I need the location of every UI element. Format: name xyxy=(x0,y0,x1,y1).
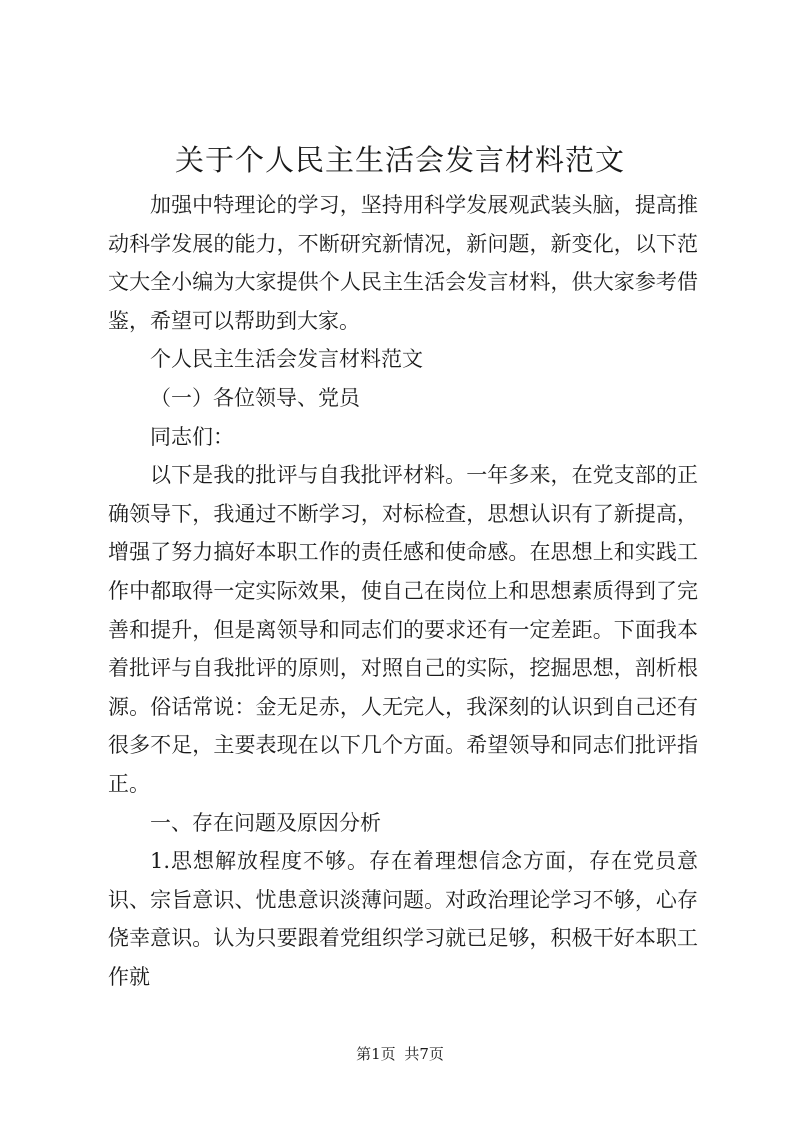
paragraph-subtitle: 个人民主生活会发言材料范文 xyxy=(150,347,423,372)
paragraph-intro: 加强中特理论的学习，坚持用科学发展观武装头脑，提高推动科学发展的能力，不断研究新情况，新问题，新变化，以下范文大全小编为大家提供个人民主生活会发言材料，供大家参考借鉴，希望可以帮助到大家。 xyxy=(108,193,698,333)
page-number: 第1页 xyxy=(356,1045,396,1063)
paragraph-main: 以下是我的批评与自我批评材料。一年多来，在党支部的正确领导下，我通过不断学习，对标检查，思想认识有了新提高，增强了努力搞好本职工作的责任感和使命感。在思想上和实践工作中都取得一定实际效果，使自己在岗位上和思想素质得到了完善和提升，但是离领导和同志们的要求还有一定差距。下面我本着批评与自我批评的原则，对照自己的实际，挖掘思想，剖析根源。俗话常说：金无足赤，人无完人，我深刻的认识到自己还有很多不足，主要表现在以下几个方面。希望领导和同志们批评指正。 xyxy=(108,463,698,796)
paragraph-salutation-2: 同志们： xyxy=(150,424,234,449)
paragraph-point-1: 1.思想解放程度不够。存在着理想信念方面，存在党员意识、宗旨意识、忧患意识淡薄问题。对政治理论学习不够，心存侥幸意识。认为只要跟着党组织学习就已足够，积极干好本职工作就 xyxy=(108,849,698,989)
page-footer xyxy=(0,1044,800,1064)
section-heading: 一、存在问题及原因分析 xyxy=(150,810,381,835)
page-total: 共7页 xyxy=(404,1045,444,1063)
document-body xyxy=(108,186,698,996)
paragraph-salutation-1: （一）各位领导、党员 xyxy=(150,385,360,410)
document-title: 关于个人民主生活会发言材料范文 xyxy=(174,143,625,177)
